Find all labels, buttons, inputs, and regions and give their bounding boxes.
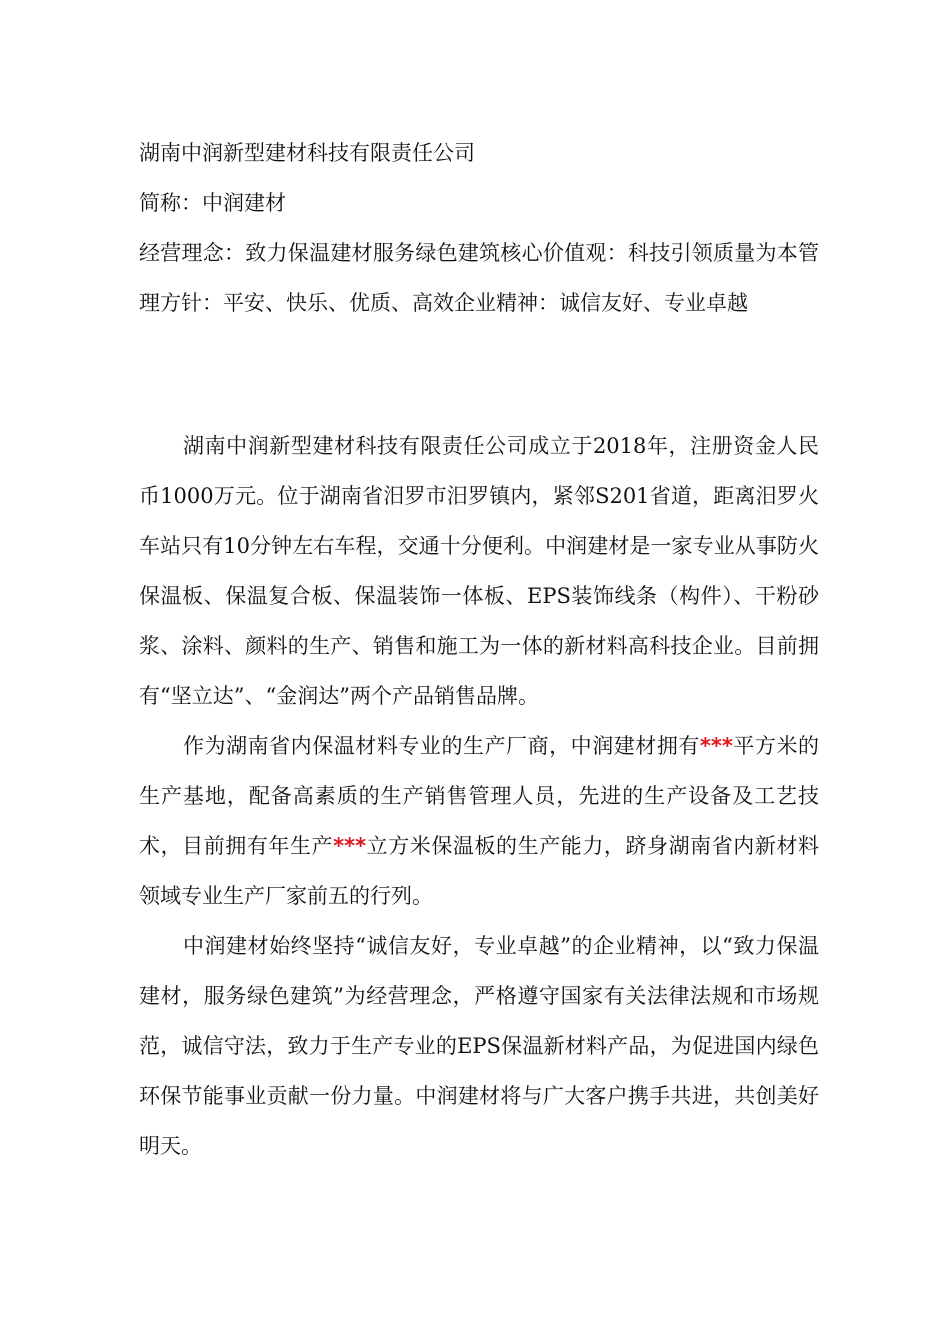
company-header (139, 128, 819, 328)
intro-paragraph-2 (139, 721, 819, 921)
paragraph-2-text-2: 平方米的生产基地，配备高素质的生产销售管理人员，先进的生产设备及工艺技术，目前拥有年生产 (139, 734, 820, 858)
company-philosophy: 经营理念：致力保温建材服务绿色建筑核心价值观：科技引领质量为本管理方针：平安、快乐、优质、高效企业精神：诚信友好、专业卓越 (139, 241, 819, 315)
company-short-name: 简称：中润建材 (139, 191, 286, 215)
placeholder-mark-area: *** (699, 734, 733, 758)
paragraph-2-text-3: 立方米保温板的生产能力，跻身湖南省内新材料领域专业生产厂家前五的行列。 (139, 834, 820, 908)
company-name: 湖南中润新型建材科技有限责任公司 (139, 141, 475, 165)
paragraph-2-text-1: 作为湖南省内保温材料专业的生产厂商，中润建材拥有 (183, 734, 700, 758)
placeholder-mark-capacity: *** (333, 834, 367, 858)
intro-paragraph-3: 中润建材始终坚持“诚信友好，专业卓越”的企业精神，以“致力保温建材，服务绿色建筑”为经营理念，严格遵守国家有关法律法规和市场规范，诚信守法，致力于生产专业的EPS保温新材料产品，为促进国内绿色环保节能事业贡献一份力量。中润建材将与广大客户携手共进，共创美好明天。 (139, 934, 819, 1158)
intro-paragraph-1: 湖南中润新型建材科技有限责任公司成立于2018年，注册资金人民币1000万元。位于湖南省汨罗市汨罗镇内，紧邻S201省道，距离汨罗火车站只有10分钟左右车程，交通十分便利。中润建材是一家专业从事防火保温板、保温复合板、保温装饰一体板、EPS装饰线条（构件）、干粉砂浆、涂料、颜料的生产、销售和施工为一体的新材料高科技企业。目前拥有“坚立达”、“金润达”两个产品销售品牌。 (139, 434, 819, 708)
company-introduction (139, 421, 819, 1171)
